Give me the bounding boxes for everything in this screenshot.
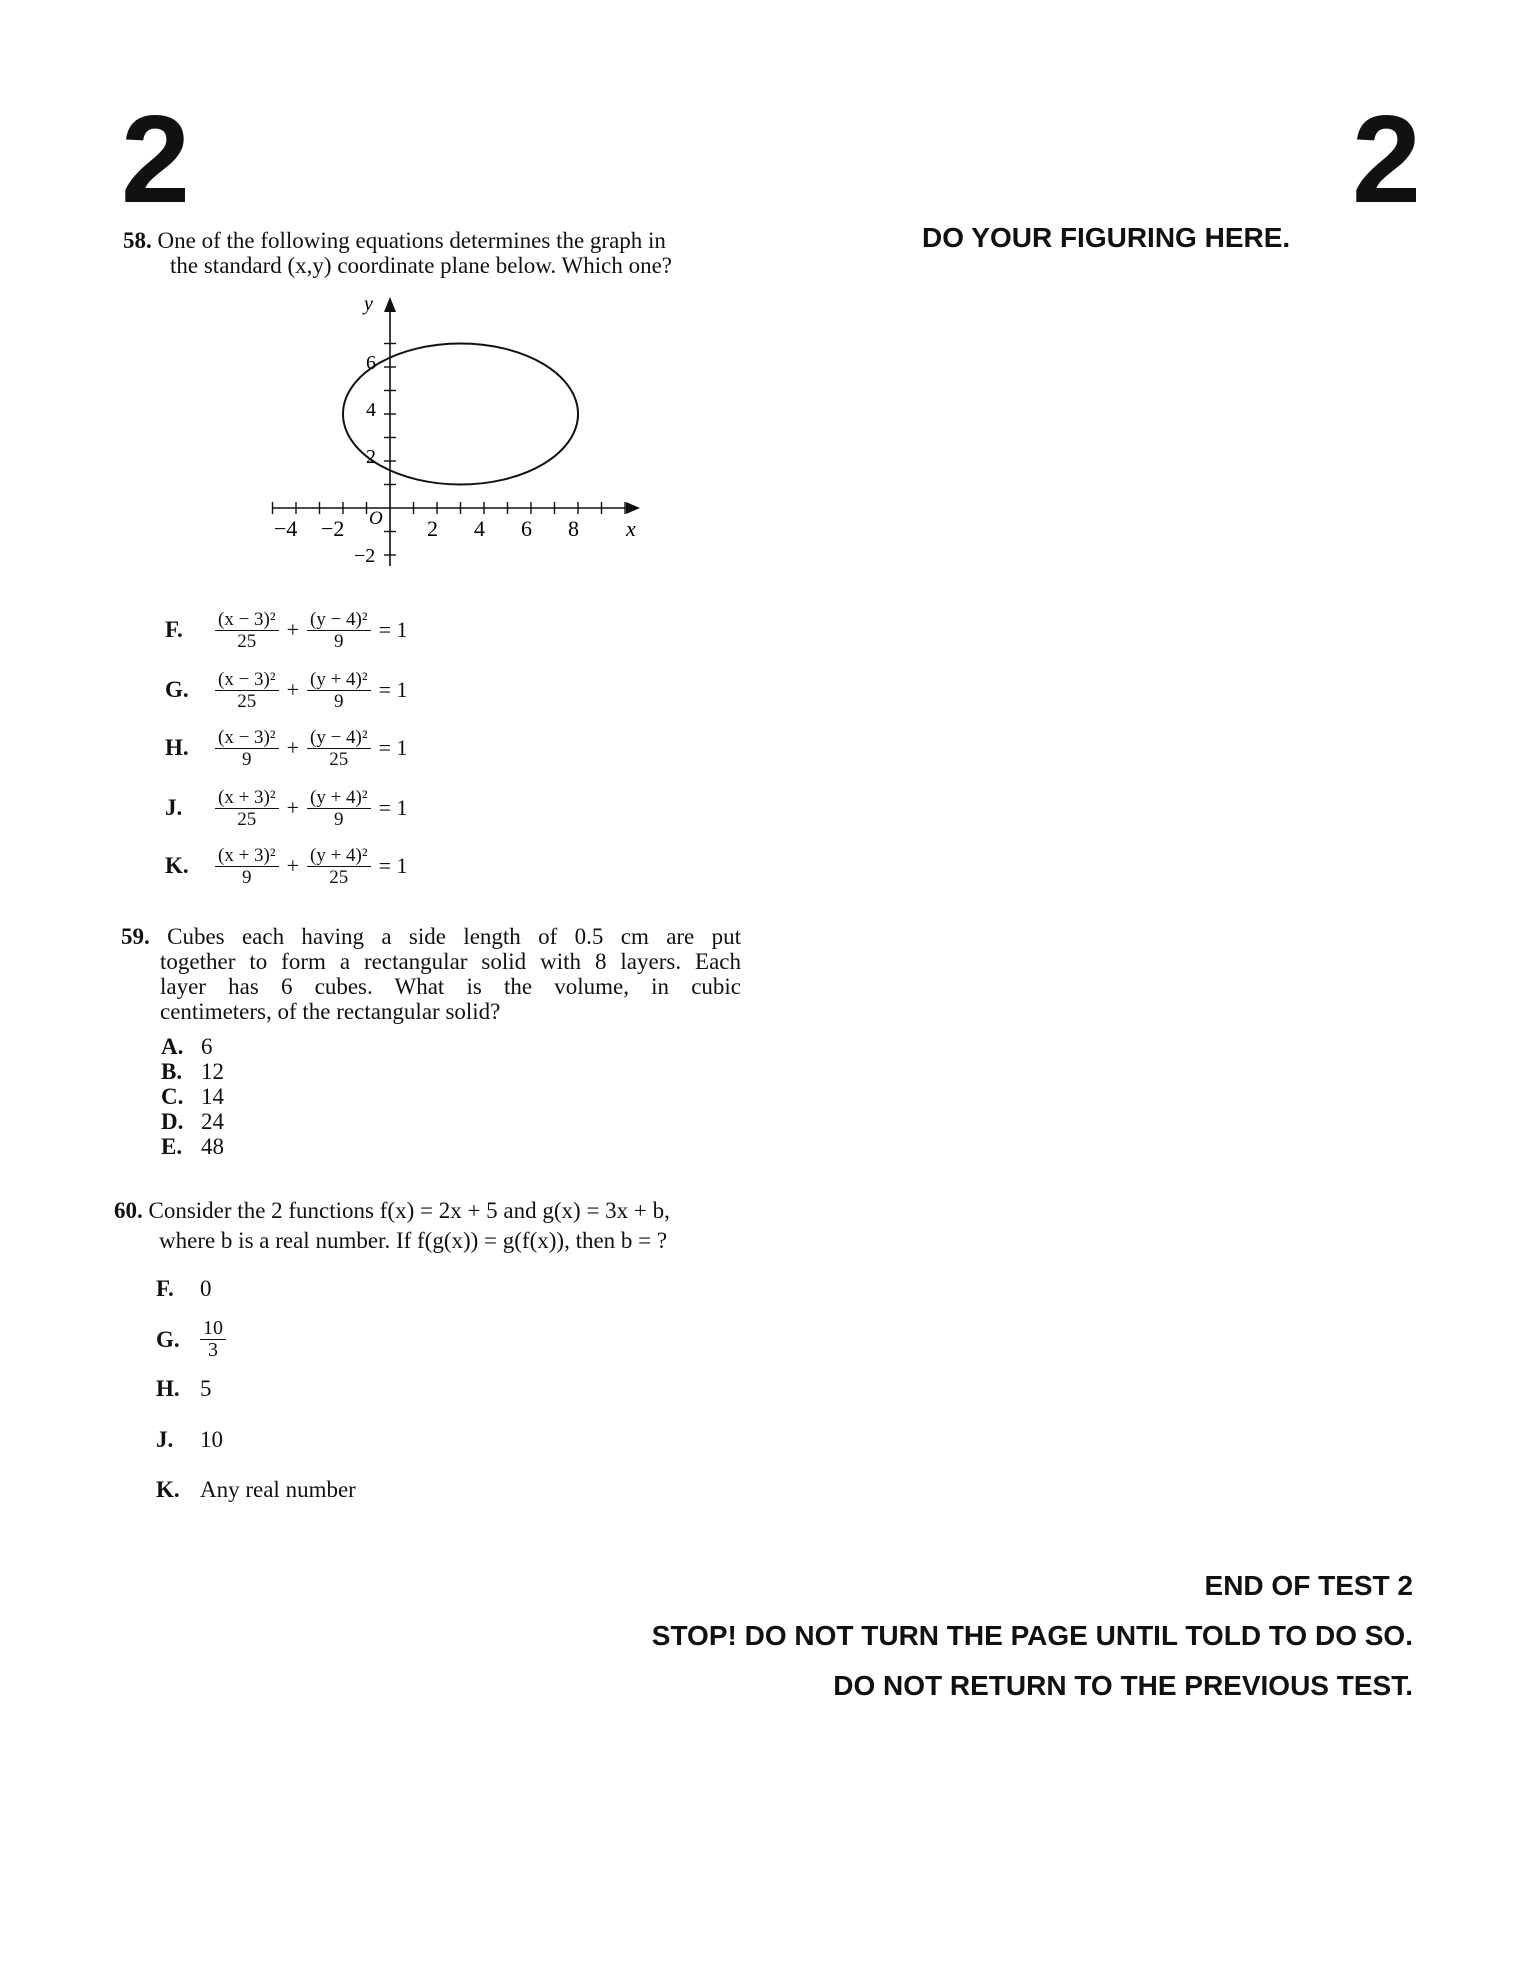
choice-letter: G. [165, 677, 189, 702]
equals-one: = 1 [378, 677, 408, 702]
x-axis-label: x [626, 516, 636, 541]
question-text-line: together to form a rectangular solid with 8 layers. Each [160, 949, 741, 974]
answer-choice[interactable]: B. 12 [161, 1059, 224, 1084]
answer-choice[interactable]: G. $\frac{10}{3}$ [156, 1318, 226, 1361]
origin-label: O [369, 508, 383, 529]
x-tick-label: −4 [274, 516, 298, 541]
plus-sign: + [286, 795, 299, 820]
stop-instruction: STOP! DO NOT TURN THE PAGE UNTIL TOLD TO DO SO. [651, 1620, 1413, 1651]
answer-choice[interactable]: A. 6 [161, 1034, 213, 1059]
answer-choice[interactable] [165, 782, 416, 834]
y-tick-label: 6 [366, 352, 376, 374]
question-text-line: Cubes each having a side length of 0.5 cm are put [167, 924, 742, 949]
question-text-line: the standard (x,y) coordinate plane below. Which one? [170, 253, 672, 278]
no-return-instruction: DO NOT RETURN TO THE PREVIOUS TEST. [833, 1670, 1413, 1701]
choice-letter: H. [165, 735, 189, 760]
fraction-y: $\frac{\text{(y − 4)²}}{25}$ [307, 727, 371, 770]
x-axis-arrow [626, 502, 640, 514]
question-59 [121, 924, 741, 1024]
fraction-x: $\frac{\text{(x − 3)²}}{25}$ [215, 669, 279, 712]
ellipse-curve [343, 344, 578, 485]
figuring-note: DO YOUR FIGURING HERE. [922, 222, 1291, 253]
coordinate-graph [262, 292, 652, 577]
answer-choice[interactable]: F. 0 [156, 1276, 212, 1301]
fraction-denominator: 3 [208, 1339, 218, 1361]
answer-choice[interactable] [165, 604, 416, 656]
fraction-y: $\frac{\text{(y − 4)²}}{9}$ [307, 609, 371, 652]
answer-choice[interactable] [165, 722, 416, 774]
answer-choices-59 [161, 1034, 224, 1159]
x-tick-label: 2 [427, 516, 438, 541]
question-text-line: where b is a real number. If f(g(x)) = g(f(x)), then b = ? [159, 1228, 668, 1253]
choice-letter: J. [165, 795, 183, 820]
y-tick-label: −2 [354, 545, 376, 567]
question-number: 58. [123, 228, 152, 253]
fraction-x: $\frac{\text{(x − 3)²}}{9}$ [215, 727, 279, 770]
question-60 [114, 1196, 754, 1256]
answer-choice[interactable] [165, 664, 416, 716]
fraction-x: $\frac{\text{(x + 3)²}}{9}$ [215, 845, 279, 888]
answer-choice[interactable]: H. 5 [156, 1376, 212, 1401]
question-58 [123, 228, 763, 278]
x-tick-label: 8 [568, 516, 579, 541]
y-axis-arrow [384, 297, 396, 312]
plus-sign: + [286, 853, 299, 878]
plus-sign: + [286, 735, 299, 760]
end-of-test: END OF TEST 2 [1204, 1570, 1413, 1601]
answer-choice[interactable]: E. 48 [161, 1134, 224, 1159]
plus-sign: + [286, 617, 299, 642]
question-number: 59. [121, 924, 150, 949]
answer-choice[interactable]: K. Any real number [156, 1477, 356, 1502]
y-tick-label: 4 [366, 399, 376, 421]
fraction-y: $\frac{\text{(y + 4)²}}{9}$ [307, 669, 371, 712]
fraction-y: $\frac{\text{(y + 4)²}}{25}$ [307, 845, 371, 888]
x-tick-label: −2 [321, 516, 345, 541]
x-tick-label: 4 [474, 516, 485, 541]
question-text-line: centimeters, of the rectangular solid? [160, 999, 501, 1024]
equals-one: = 1 [378, 795, 408, 820]
equals-one: = 1 [378, 735, 408, 760]
y-axis-label: y [364, 293, 373, 315]
y-tick-label: 2 [366, 446, 376, 468]
x-tick-label: 6 [521, 516, 532, 541]
fraction-x: $\frac{\text{(x − 3)²}}{25}$ [215, 609, 279, 652]
answer-choice[interactable]: J. 10 [156, 1427, 223, 1452]
question-number: 60. [114, 1198, 143, 1223]
equals-one: = 1 [378, 617, 408, 642]
question-text-line: layer has 6 cubes. What is the volume, in cubic [160, 974, 741, 999]
plus-sign: + [286, 677, 299, 702]
answer-choice[interactable]: D. 24 [161, 1109, 224, 1134]
choice-letter: K. [165, 853, 189, 878]
question-text-line: Consider the 2 functions f(x) = 2x + 5 and g(x) = 3x + b, [148, 1198, 670, 1223]
question-text-line: One of the following equations determines the graph in [157, 228, 666, 253]
equals-one: = 1 [378, 853, 408, 878]
choice-letter: F. [165, 617, 183, 642]
fraction-y: $\frac{\text{(y + 4)²}}{9}$ [307, 787, 371, 830]
section-number-left: 2 [121, 91, 190, 229]
fraction-numerator: 10 [200, 1318, 226, 1340]
answer-choice[interactable]: C. 14 [161, 1084, 224, 1109]
answer-choice[interactable] [165, 840, 416, 892]
fraction-x: $\frac{\text{(x + 3)²}}{25}$ [215, 787, 279, 830]
section-number-right: 2 [1352, 91, 1421, 229]
